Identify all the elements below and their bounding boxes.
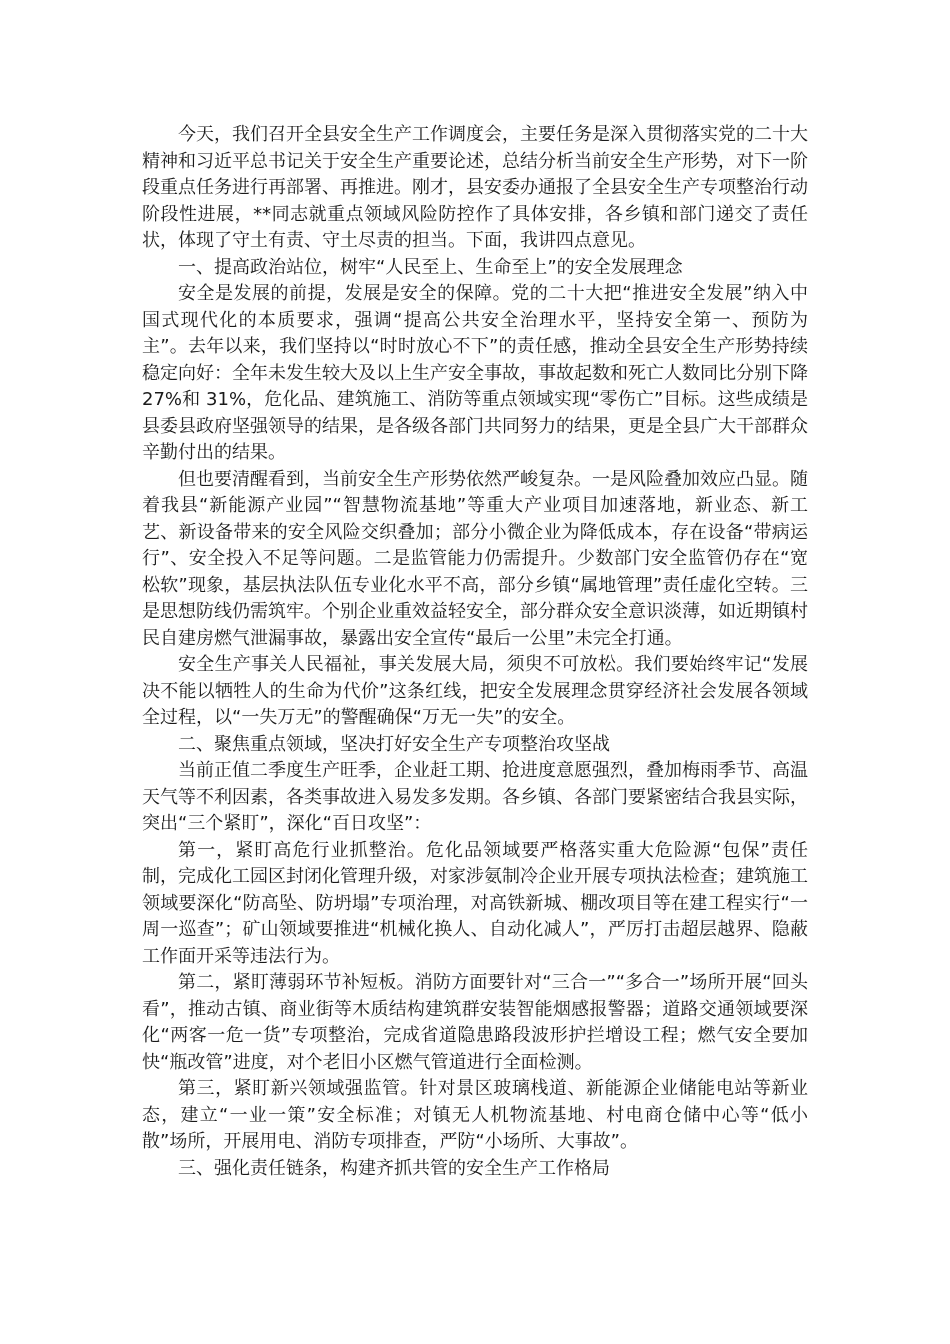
paragraph-body: 第二，紧盯薄弱环节补短板。消防方面要针对“三合一”“多合一”场所开展“回头看”，推动古镇、商业街等木质结构建筑群安装智能烟感报警器；道路交通领域要深化“两客一危一货”专项整治，完成省道隐患路段波形护拦增设工程；燃气安全要加快“瓶改管”进度，对个老旧小区燃气管道进行全面检测。 <box>142 972 808 1073</box>
section-heading-2: 二、聚焦重点领域，坚决打好安全生产专项整治攻坚战 <box>178 733 610 755</box>
paragraph-body: 第三，紧盯新兴领域强监管。针对景区玻璃栈道、新能源企业储能电站等新业态，建立“一业一策”安全标准；对镇无人机物流基地、村电商仓储中心等“低小散”场所，开展用电、消防专项排查，严防“小场所、大事故”。 <box>142 1078 808 1152</box>
paragraph-body: 第一，紧盯高危行业抓整治。危化品领域要严格落实重大危险源“包保”责任制，完成化工园区封闭化管理升级，对家涉氨制冷企业开展专项执法检查；建筑施工领域要深化“防高坠、防坍塌”专项治理，对高铁新城、棚改项目等在建工程实行“一周一巡查”；矿山领域要推进“机械化换人、自动化减人”，严厉打击超层越界、隐蔽工作面开采等违法行为。 <box>142 839 808 967</box>
section-heading-1: 一、提高政治站位，树牢“人民至上、生命至上”的安全发展理念 <box>178 256 683 278</box>
paragraph-body: 安全是发展的前提，发展是安全的保障。党的二十大把“推进安全发展”纳入中国式现代化的本质要求，强调“提高公共安全治理水平，坚持安全第一、预防为主”。去年以来，我们坚持以“时时放心不下”的责任感，推动全县安全生产形势持续稳定向好：全年未发生较大及以上生产安全事故，事故起数和死亡人数同比分别下降 27%和 31%，危化品、建筑施工、消防等重点领域实现“零伤亡”目标。这些成绩是县委县政府坚强领导的结果，是各级各部门共同努力的结果，更是全县广大干部群众辛勤付出的结果。 <box>142 283 808 463</box>
paragraph-body: 但也要清醒看到，当前安全生产形势依然严峻复杂。一是风险叠加效应凸显。随着我县“新能源产业园”“智慧物流基地”等重大产业项目加速落地，新业态、新工艺、新设备带来的安全风险交织叠加；部分小微企业为降低成本，存在设备“带病运行”、安全投入不足等问题。二是监管能力仍需提升。少数部门安全监管仍存在“宽松软”现象，基层执法队伍专业化水平不高，部分乡镇“属地管理”责任虚化空转。三是思想防线仍需筑牢。个别企业重效益轻安全，部分群众安全意识淡薄，如近期镇村民自建房燃气泄漏事故，暴露出安全宣传“最后一公里”未完全打通。 <box>142 468 808 649</box>
section-heading-3: 三、强化责任链条，构建齐抓共管的安全生产工作格局 <box>178 1157 610 1179</box>
document-page <box>142 122 808 1182</box>
paragraph-body: 安全生产事关人民福祉，事关发展大局，须臾不可放松。我们要始终牢记“发展决不能以牺牲人的生命为代价”这条红线，把安全发展理念贯穿经济社会发展各领域全过程，以“一失万无”的警醒确保“万无一失”的安全。 <box>142 654 808 728</box>
paragraph-body: 当前正值二季度生产旺季，企业赶工期、抢进度意愿强烈，叠加梅雨季节、高温天气等不利因素，各类事故进入易发多发期。各乡镇、各部门要紧密结合我县实际，突出“三个紧盯”，深化“百日攻坚”： <box>142 760 808 834</box>
paragraph-intro: 今天，我们召开全县安全生产工作调度会，主要任务是深入贯彻落实党的二十大精神和习近平总书记关于安全生产重要论述，总结分析当前安全生产形势，对下一阶段重点任务进行再部署、再推进。刚才，县安委办通报了全县安全生产专项整治行动阶段性进展，**同志就重点领域风险防控作了具体安排，各乡镇和部门递交了责任状，体现了守土有责、守土尽责的担当。下面，我讲四点意见。 <box>142 124 808 251</box>
